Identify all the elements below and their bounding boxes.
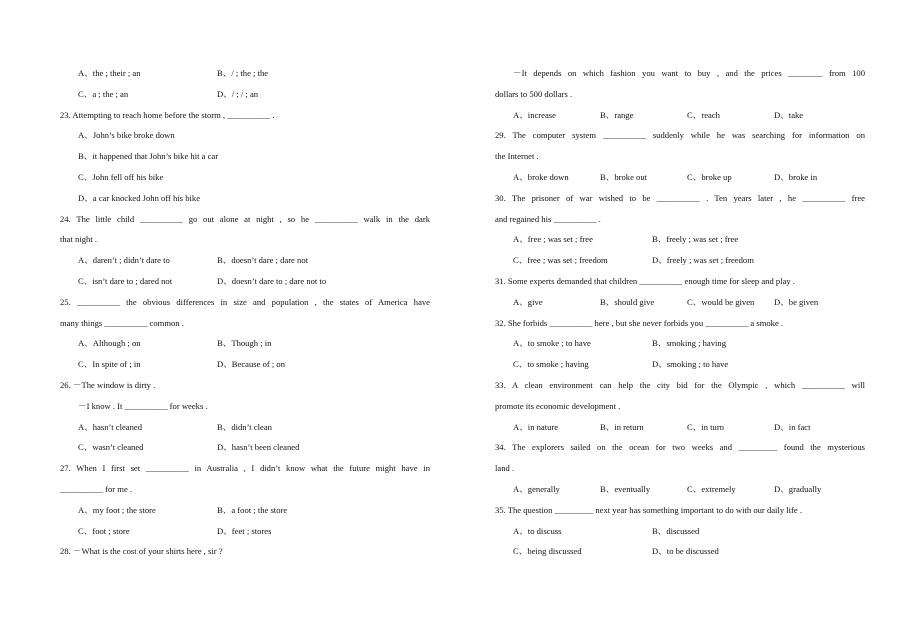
- option-choice: B、eventually: [600, 484, 651, 494]
- option-choice: D、/ ; / ; an: [217, 88, 259, 99]
- question-line: 23. Attempting to reach home before the storm , __________ .: [60, 109, 275, 120]
- question-line: 31. Some experts demanded that children __________ enough time for sleep and play .: [495, 276, 795, 286]
- option-choice: B、a foot ; the store: [217, 504, 288, 515]
- option-choice: C、being discussed: [513, 546, 582, 557]
- option-choice: A、generally: [513, 484, 560, 494]
- question-line: __________ for me .: [60, 484, 133, 494]
- option-choice: D、in fact: [774, 421, 811, 432]
- option-choice: D、feet ; stores: [217, 525, 272, 536]
- question-line: 34. The explorers sailed on the ocean for two weeks and _________ found the mysterious: [495, 442, 865, 453]
- option-choice: D、smoking ; to have: [652, 359, 729, 370]
- question-line: many things __________ common .: [60, 317, 184, 328]
- option-choice: D、to be discussed: [652, 546, 719, 557]
- question-line: promote its economic development .: [495, 400, 621, 411]
- option-choice: A、free ; was set ; free: [513, 234, 593, 245]
- option-choice: C、reach: [687, 109, 720, 120]
- option-choice: B、freely ; was set ; free: [652, 234, 739, 245]
- option-choice: C、would be given: [687, 296, 755, 307]
- option-choice: D、take: [774, 109, 804, 120]
- option-choice: D、be given: [774, 296, 819, 307]
- question-line: 29. The computer system __________ suddenly while he was searching for information on: [495, 130, 865, 141]
- option-choice: A、my foot ; the store: [78, 504, 156, 515]
- option-choice: D、doesn’t dare to ; dare not to: [217, 276, 327, 286]
- option-choice: B、Though ; in: [217, 338, 272, 349]
- option-choice: A、increase: [513, 109, 556, 120]
- option-choice: C、a ; the ; an: [78, 88, 129, 99]
- option-choice: C、broke up: [687, 172, 732, 182]
- question-line: 28. －What is the cost of your shirts here , sir ?: [60, 546, 223, 557]
- option-choice: B、should give: [600, 296, 655, 307]
- option-choice: D、a car knocked John off his bike: [78, 192, 201, 203]
- option-choice: A、daren’t ; didn’t dare to: [78, 255, 170, 266]
- option-choice: C、in turn: [687, 421, 725, 432]
- question-line: 24. The little child __________ go out alone at night , so he __________ walk in the dark: [60, 213, 430, 224]
- option-choice: A、to smoke ; to have: [513, 338, 591, 349]
- question-line: －I know . It __________ for weeks .: [78, 400, 208, 411]
- question-line: that night .: [60, 234, 97, 245]
- option-choice: B、/ ; the ; the: [217, 68, 269, 78]
- option-choice: A、Although ; on: [78, 338, 141, 349]
- option-choice: A、John’s bike broke down: [78, 130, 175, 141]
- question-line: dollars to 500 dollars .: [495, 88, 573, 99]
- option-choice: C、wasn’t cleaned: [78, 442, 144, 453]
- option-choice: A、broke down: [513, 172, 569, 182]
- option-choice: C、foot ; store: [78, 525, 130, 536]
- question-line: 30. The prisoner of war wished to be __________ . Ten years later , he __________ free: [495, 192, 865, 203]
- option-choice: A、the ; their ; an: [78, 68, 141, 78]
- option-choice: B、doesn’t dare ; dare not: [217, 255, 309, 266]
- option-choice: B、smoking ; having: [652, 338, 727, 349]
- option-choice: D、Because of ; on: [217, 359, 286, 370]
- question-line: 26. －The window is dirty .: [60, 380, 156, 390]
- option-choice: D、freely ; was set ; freedom: [652, 255, 754, 266]
- option-choice: C、free ; was set ; freedom: [513, 255, 608, 266]
- option-choice: B、didn’t clean: [217, 421, 272, 432]
- option-choice: B、range: [600, 109, 634, 120]
- option-choice: C、extremely: [687, 484, 736, 494]
- question-line: land .: [495, 463, 515, 474]
- option-choice: A、to discuss: [513, 525, 562, 536]
- question-line: 25. __________ the obvious differences in size and population , the states of America have: [60, 296, 430, 307]
- question-line: and regained his __________ .: [495, 213, 601, 224]
- option-choice: D、gradually: [774, 484, 822, 494]
- question-line: －It depends on which fashion you want to buy , and the prices ________ from 100: [513, 68, 865, 78]
- option-choice: D、hasn’t been cleaned: [217, 442, 300, 453]
- option-choice: C、In spite of ; in: [78, 359, 141, 370]
- option-choice: A、in nature: [513, 421, 559, 432]
- question-line: 35. The question _________ next year has something important to do with our daily life .: [495, 504, 803, 515]
- option-choice: B、discussed: [652, 525, 700, 536]
- question-line: the Internet .: [495, 151, 539, 162]
- option-choice: B、broke out: [600, 172, 648, 182]
- option-choice: C、to smoke ; having: [513, 359, 589, 370]
- question-line: 32. She forbids __________ here , but she never forbids you __________ a smoke .: [495, 317, 784, 328]
- option-choice: C、isn’t dare to ; dared not: [78, 276, 173, 286]
- option-choice: A、give: [513, 296, 543, 307]
- question-line: 27. When I first set __________ in Australia , I didn’t know what the future might have in: [60, 463, 430, 474]
- option-choice: B、it happened that John’s bike hit a car: [78, 151, 219, 162]
- option-choice: C、John fell off his bike: [78, 172, 164, 182]
- option-choice: D、broke in: [774, 172, 818, 182]
- option-choice: B、in return: [600, 421, 644, 432]
- option-choice: A、hasn’t cleaned: [78, 421, 143, 432]
- question-line: 33. A clean environment can help the city bid for the Olympic , which __________ will: [495, 380, 865, 390]
